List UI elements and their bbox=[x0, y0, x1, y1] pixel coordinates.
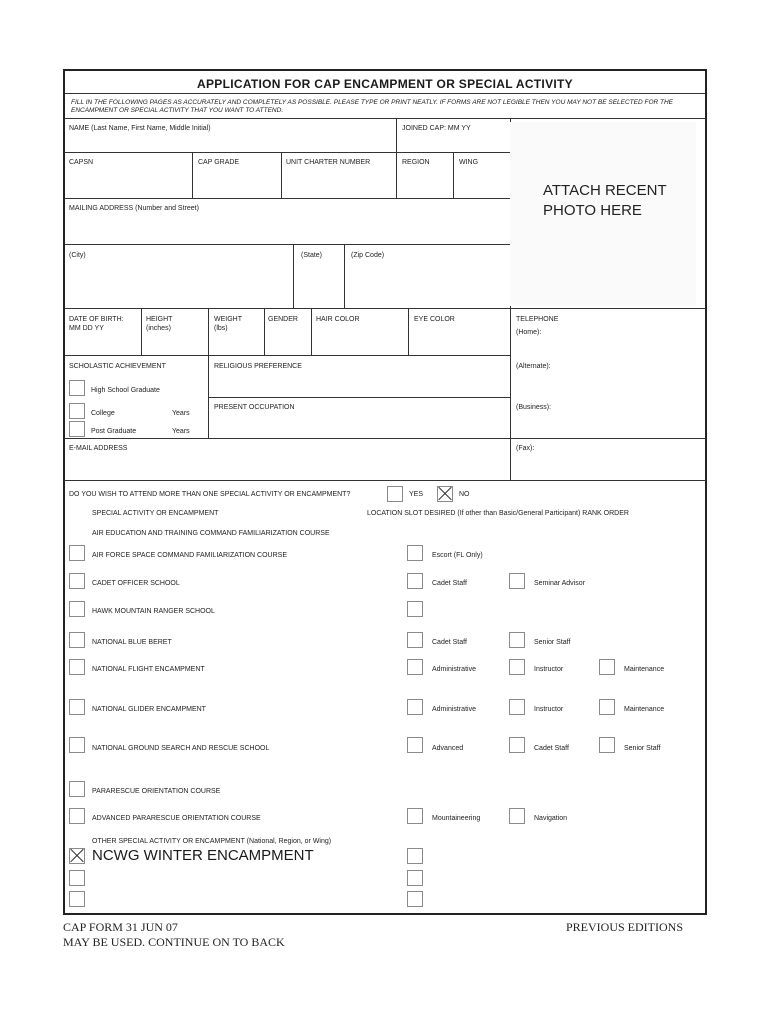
activity-poc-label: PARARESCUE ORIENTATION COURSE bbox=[92, 788, 221, 795]
slot-header: LOCATION SLOT DESIRED (If other than Basic/General Participant) RANK ORDER bbox=[367, 510, 629, 517]
activity-nfe-checkbox[interactable] bbox=[69, 659, 85, 675]
divider bbox=[453, 152, 454, 198]
slot-other-2-checkbox[interactable] bbox=[407, 870, 423, 886]
mailing-address-label: MAILING ADDRESS (Number and Street) bbox=[69, 205, 199, 212]
high-school-checkbox[interactable] bbox=[69, 380, 85, 396]
divider bbox=[64, 198, 510, 199]
slot-cos-cadet-staff-checkbox[interactable] bbox=[407, 573, 423, 589]
wing-label: WING bbox=[459, 159, 479, 166]
slot-mountaineering-label: Mountaineering bbox=[432, 815, 481, 822]
height-label: HEIGHT bbox=[146, 316, 173, 323]
slot-ngsar-senior-staff-label: Senior Staff bbox=[624, 745, 661, 752]
phone-fax-label: (Fax): bbox=[516, 445, 535, 452]
activity-hmrs-label: HAWK MOUNTAIN RANGER SCHOOL bbox=[92, 608, 215, 615]
weight-unit-label: (lbs) bbox=[214, 325, 228, 332]
divider bbox=[192, 152, 193, 198]
divider bbox=[64, 355, 510, 356]
activity-afspc-label: AIR FORCE SPACE COMMAND FAMILIARIZATION COURSE bbox=[92, 552, 287, 559]
slot-cos-cadet-staff-label: Cadet Staff bbox=[432, 580, 467, 587]
religious-label: RELIGIOUS PREFERENCE bbox=[214, 363, 302, 370]
college-checkbox[interactable] bbox=[69, 403, 85, 419]
activity-hmrs-checkbox[interactable] bbox=[69, 601, 85, 617]
joined-cap-label: JOINED CAP: MM YY bbox=[402, 125, 471, 132]
zip-label: (Zip Code) bbox=[351, 252, 385, 259]
form-id: CAP FORM 31 JUN 07 bbox=[63, 920, 178, 934]
other-activity-1-checkbox[interactable] bbox=[69, 848, 85, 864]
other-activity-3-checkbox[interactable] bbox=[69, 891, 85, 907]
high-school-label: High School Graduate bbox=[91, 387, 160, 394]
activity-nbb-checkbox[interactable] bbox=[69, 632, 85, 648]
activity-cos-label: CADET OFFICER SCHOOL bbox=[92, 580, 180, 587]
other-activity-1-value[interactable]: NCWG WINTER ENCAMPMENT bbox=[92, 847, 314, 864]
slot-nfe-instructor-label: Instructor bbox=[534, 666, 564, 673]
divider bbox=[344, 244, 345, 308]
hair-color-label: HAIR COLOR bbox=[316, 316, 360, 323]
other-activity-2-checkbox[interactable] bbox=[69, 870, 85, 886]
divider bbox=[264, 308, 265, 355]
divider bbox=[64, 244, 510, 245]
post-grad-checkbox[interactable] bbox=[69, 421, 85, 437]
slot-ngsar-advanced-label: Advanced bbox=[432, 745, 464, 752]
divider bbox=[311, 308, 312, 355]
activity-nge-label: NATIONAL GLIDER ENCAMPMENT bbox=[92, 706, 206, 713]
slot-nfe-administrative-checkbox[interactable] bbox=[407, 659, 423, 675]
gender-label: GENDER bbox=[268, 316, 298, 323]
telephone-label: TELEPHONE bbox=[516, 316, 559, 323]
slot-nbb-cadet-staff-label: Cadet Staff bbox=[432, 639, 467, 646]
slot-mountaineering-checkbox[interactable] bbox=[407, 808, 423, 824]
slot-nbb-cadet-staff-checkbox[interactable] bbox=[407, 632, 423, 648]
region-label: REGION bbox=[402, 159, 430, 166]
capsn-label: CAPSN bbox=[69, 159, 94, 166]
slot-nfe-maintenance-checkbox[interactable] bbox=[599, 659, 615, 675]
divider bbox=[396, 152, 397, 198]
divider bbox=[64, 480, 706, 481]
yes-checkbox[interactable] bbox=[387, 486, 403, 502]
divider bbox=[208, 397, 510, 398]
divider bbox=[208, 308, 209, 438]
no-checkbox[interactable] bbox=[437, 486, 453, 502]
state-label: (State) bbox=[301, 252, 323, 259]
slot-nge-maintenance-label: Maintenance bbox=[624, 706, 665, 713]
other-activity-label: OTHER SPECIAL ACTIVITY OR ENCAMPMENT (National, Region, or Wing) bbox=[92, 838, 332, 845]
slot-nfe-administrative-label: Administrative bbox=[432, 666, 476, 673]
activity-cos-checkbox[interactable] bbox=[69, 573, 85, 589]
multiple-activity-question: DO YOU WISH TO ATTEND MORE THAN ONE SPECIAL ACTIVITY OR ENCAMPMENT? bbox=[69, 491, 351, 498]
activity-ngsar-checkbox[interactable] bbox=[69, 737, 85, 753]
college-label: College bbox=[91, 410, 115, 417]
slot-seminar-advisor-label: Seminar Advisor bbox=[534, 580, 585, 587]
divider bbox=[64, 438, 706, 439]
divider bbox=[141, 308, 142, 355]
previous-editions-note: PREVIOUS EDITIONS bbox=[566, 920, 683, 934]
slot-escort-checkbox[interactable] bbox=[407, 545, 423, 561]
unit-charter-label: UNIT CHARTER NUMBER bbox=[286, 159, 371, 166]
activity-nbb-label: NATIONAL BLUE BERET bbox=[92, 639, 172, 646]
form-instructions: FILL IN THE FOLLOWING PAGES AS ACCURATELY AND COMPLETELY AS POSSIBLE. PLEASE TYPE OR PRINT NEATLY. IF FORMS ARE NOT LEGIBLE THEN YOU MAY NOT BE SELECTED FOR THE ENCAMPMENT OR SPECIAL ACTIVITY THAT YOU WANT TO ATTEND. bbox=[71, 99, 674, 114]
slot-escort-label: Escort (FL Only) bbox=[432, 552, 483, 559]
dob-format-label: MM DD YY bbox=[69, 325, 104, 332]
slot-ngsar-cadet-staff-checkbox[interactable] bbox=[509, 737, 525, 753]
continue-note: MAY BE USED. CONTINUE ON TO BACK bbox=[63, 935, 285, 949]
post-grad-label: Post Graduate bbox=[91, 428, 137, 435]
slot-ngsar-advanced-checkbox[interactable] bbox=[407, 737, 423, 753]
activity-afspc-checkbox[interactable] bbox=[69, 545, 85, 561]
divider bbox=[65, 93, 705, 94]
phone-alternate-label: (Alternate): bbox=[516, 363, 551, 370]
city-label: (City) bbox=[69, 252, 86, 259]
phone-home-label: (Home): bbox=[516, 329, 542, 336]
activity-aetc-label: AIR EDUCATION AND TRAINING COMMAND FAMILIARIZATION COURSE bbox=[92, 530, 330, 537]
divider bbox=[64, 118, 706, 119]
slot-nge-administrative-checkbox[interactable] bbox=[407, 699, 423, 715]
slot-navigation-checkbox[interactable] bbox=[509, 808, 525, 824]
slot-hmrs-checkbox[interactable] bbox=[407, 601, 423, 617]
photo-instruction: ATTACH RECENT PHOTO HERE bbox=[543, 182, 667, 219]
activity-nfe-label: NATIONAL FLIGHT ENCAMPMENT bbox=[92, 666, 205, 673]
slot-ngsar-senior-staff-checkbox[interactable] bbox=[599, 737, 615, 753]
slot-nge-instructor-label: Instructor bbox=[534, 706, 564, 713]
email-label: E-MAIL ADDRESS bbox=[69, 445, 128, 452]
form-title: APPLICATION FOR CAP ENCAMPMENT OR SPECIAL ACTIVITY bbox=[197, 77, 573, 91]
occupation-label: PRESENT OCCUPATION bbox=[214, 404, 295, 411]
activity-nge-checkbox[interactable] bbox=[69, 699, 85, 715]
divider bbox=[408, 308, 409, 355]
dob-label: DATE OF BIRTH: bbox=[69, 316, 124, 323]
divider bbox=[64, 152, 510, 153]
activity-apoc-label: ADVANCED PARARESCUE ORIENTATION COURSE bbox=[92, 815, 261, 822]
slot-nge-instructor-checkbox[interactable] bbox=[509, 699, 525, 715]
slot-other-1-checkbox[interactable] bbox=[407, 848, 423, 864]
slot-nbb-senior-staff-checkbox[interactable] bbox=[509, 632, 525, 648]
slot-ngsar-cadet-staff-label: Cadet Staff bbox=[534, 745, 569, 752]
slot-nfe-maintenance-label: Maintenance bbox=[624, 666, 665, 673]
scholastic-label: SCHOLASTIC ACHIEVEMENT bbox=[69, 363, 166, 370]
slot-nbb-senior-staff-label: Senior Staff bbox=[534, 639, 571, 646]
eye-color-label: EYE COLOR bbox=[414, 316, 455, 323]
slot-nfe-instructor-checkbox[interactable] bbox=[509, 659, 525, 675]
divider bbox=[281, 152, 282, 198]
slot-nge-administrative-label: Administrative bbox=[432, 706, 476, 713]
slot-navigation-label: Navigation bbox=[534, 815, 568, 822]
activity-apoc-checkbox[interactable] bbox=[69, 808, 85, 824]
slot-nge-maintenance-checkbox[interactable] bbox=[599, 699, 615, 715]
activity-header: SPECIAL ACTIVITY OR ENCAMPMENT bbox=[92, 510, 219, 517]
slot-seminar-advisor-checkbox[interactable] bbox=[509, 573, 525, 589]
divider bbox=[293, 244, 294, 308]
college-years-label: Years bbox=[172, 410, 190, 417]
activity-poc-checkbox[interactable] bbox=[69, 781, 85, 797]
post-grad-years-label: Years bbox=[172, 428, 190, 435]
cap-grade-label: CAP GRADE bbox=[198, 159, 240, 166]
divider bbox=[396, 118, 397, 152]
phone-business-label: (Business): bbox=[516, 404, 552, 411]
weight-label: WEIGHT bbox=[214, 316, 242, 323]
yes-label: YES bbox=[409, 491, 424, 498]
no-label: NO bbox=[459, 491, 470, 498]
name-label: NAME (Last Name, First Name, Middle Initial) bbox=[69, 125, 211, 132]
height-unit-label: (inches) bbox=[146, 325, 171, 332]
divider bbox=[64, 308, 706, 309]
slot-other-3-checkbox[interactable] bbox=[407, 891, 423, 907]
activity-ngsar-label: NATIONAL GROUND SEARCH AND RESCUE SCHOOL bbox=[92, 745, 270, 752]
